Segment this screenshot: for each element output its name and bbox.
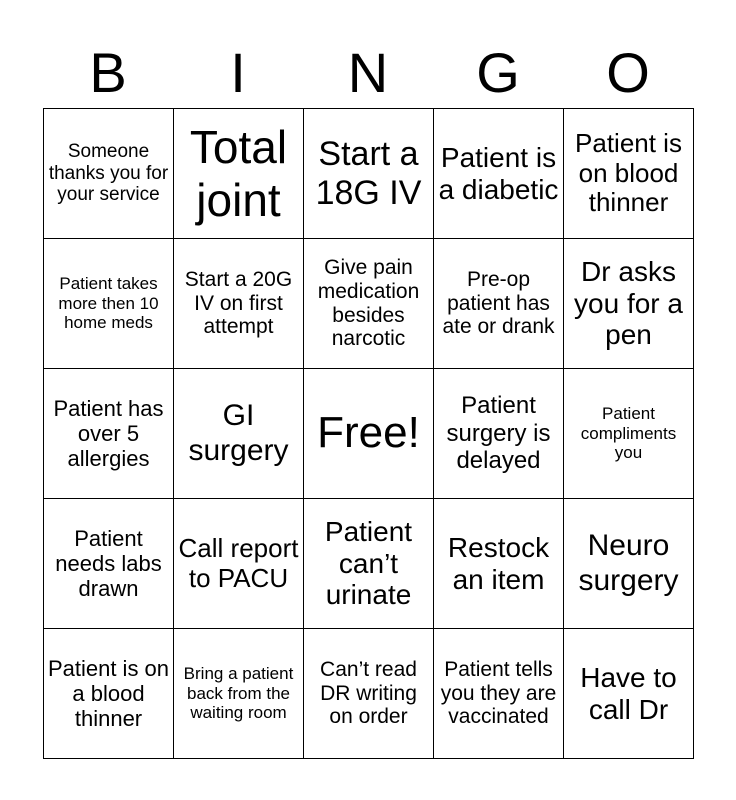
board-row [44,109,694,239]
bingo-cell[interactable]: Patient has over 5 allergies [44,369,174,499]
bingo-board [43,108,694,759]
bingo-cell[interactable]: Start a 18G IV [304,109,434,239]
bingo-cell[interactable]: Patient is on a blood thinner [44,629,174,759]
bingo-cell[interactable]: Have to call Dr [564,629,694,759]
bingo-cell[interactable]: Can’t read DR writing on order [304,629,434,759]
header-letter-g: G [476,41,520,104]
bingo-cell[interactable]: Total joint [174,109,304,239]
bingo-cell[interactable]: Give pain medication besides narcotic [304,239,434,369]
header-letter-b: B [89,41,127,104]
bingo-cell[interactable]: Start a 20G IV on first attempt [174,239,304,369]
board-row [44,369,694,499]
bingo-cell[interactable]: Patient is a diabetic [434,109,564,239]
bingo-cell[interactable]: Patient tells you they are vaccinated [434,629,564,759]
header-letter-o: O [606,41,650,104]
board-row [44,499,694,629]
bingo-cell[interactable]: Bring a patient back from the waiting room [174,629,304,759]
bingo-cell[interactable]: Patient takes more then 10 home meds [44,239,174,369]
bingo-header [43,40,693,106]
bingo-cell[interactable]: GI surgery [174,369,304,499]
bingo-cell[interactable]: Neuro surgery [564,499,694,629]
bingo-cell[interactable]: Patient can’t urinate [304,499,434,629]
bingo-cell[interactable]: Someone thanks you for your service [44,109,174,239]
bingo-cell[interactable]: Pre-op patient has ate or drank [434,239,564,369]
bingo-cell[interactable]: Patient surgery is delayed [434,369,564,499]
bingo-cell[interactable]: Patient is on blood thinner [564,109,694,239]
bingo-cell[interactable]: Call report to PACU [174,499,304,629]
free-cell[interactable]: Free! [304,369,434,499]
bingo-cell[interactable]: Dr asks you for a pen [564,239,694,369]
bingo-cell[interactable]: Patient compliments you [564,369,694,499]
board-row [44,629,694,759]
bingo-cell[interactable]: Patient needs labs drawn [44,499,174,629]
header-letter-n: N [347,41,389,104]
bingo-cell[interactable]: Restock an item [434,499,564,629]
header-letter-i: I [230,41,246,104]
board-row [44,239,694,369]
